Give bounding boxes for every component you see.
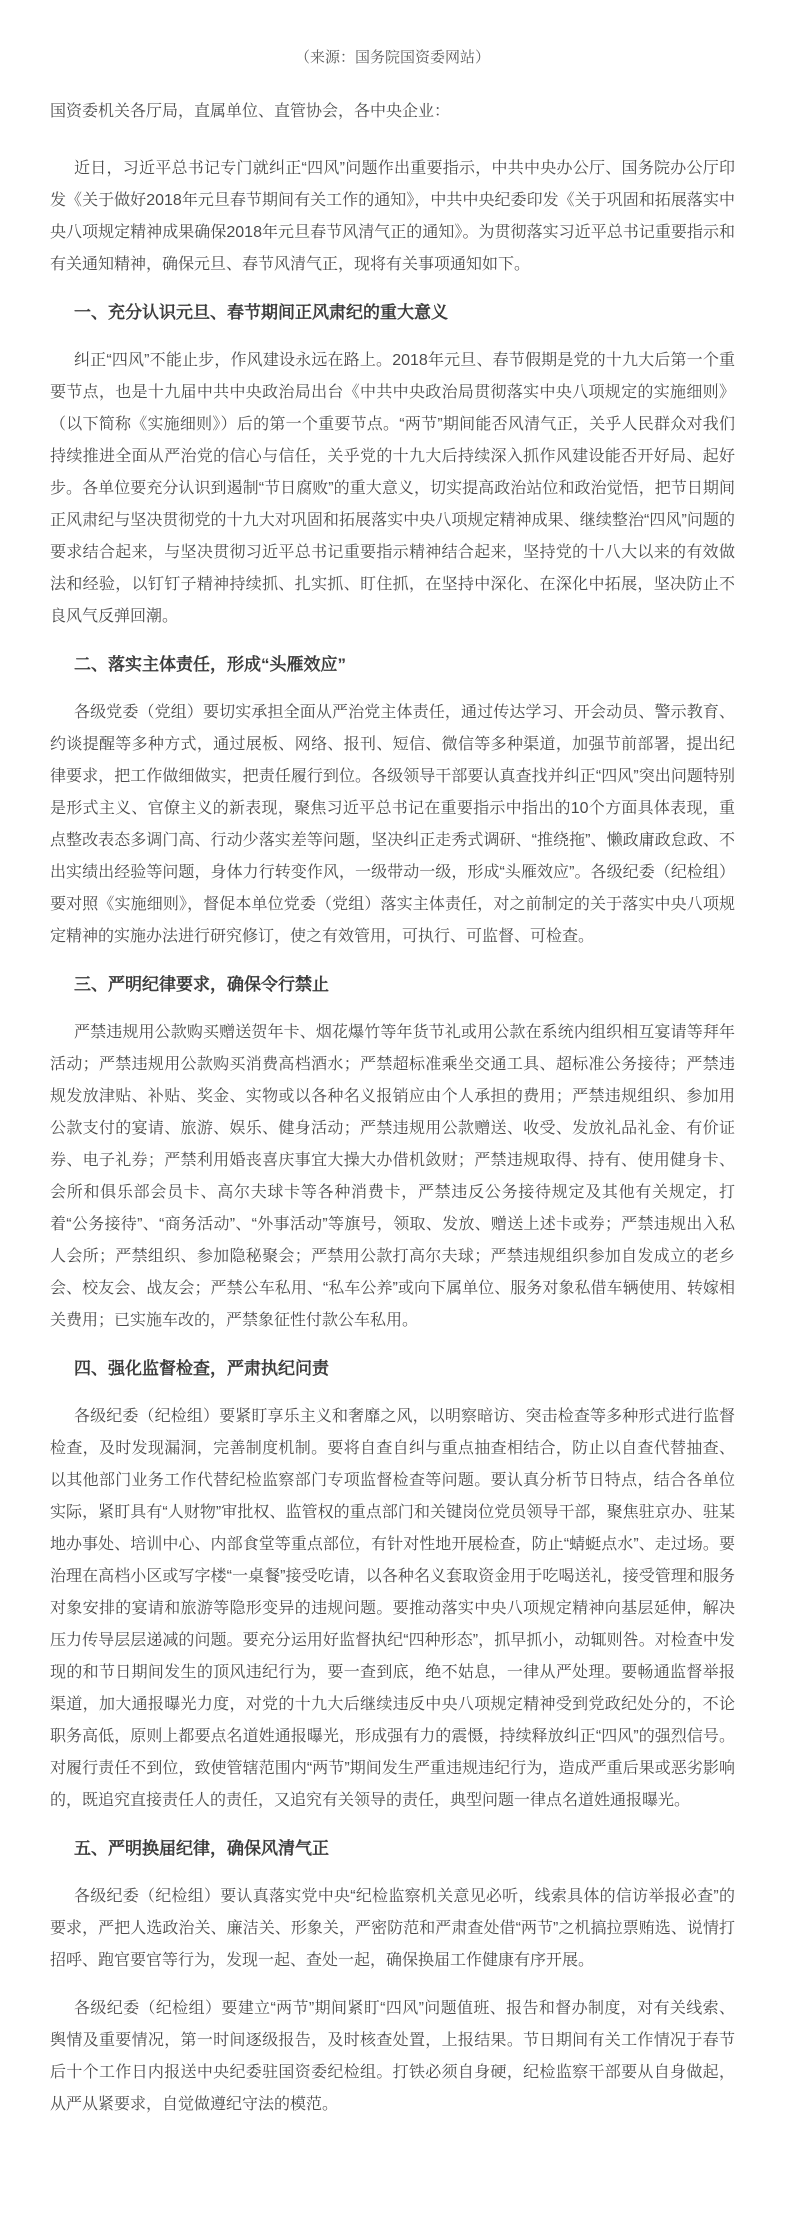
section-5-paragraph-1: 各级纪委（纪检组）要认真落实党中央“纪检监察机关意见必听，线索具体的信访举报必查”的要求，严把人选政治关、廉洁关、形象关，严密防范和严肃查处借“两节”之机搞拉票贿选、说情打招呼、跑官要官等行为，发现一起、查处一起，确保换届工作健康有序开展。	[50, 1888, 735, 1969]
section-heading-1: 一、充分认识元旦、春节期间正风肃纪的重大意义	[74, 303, 448, 322]
section-5-paragraph-2: 各级纪委（纪检组）要建立“两节”期间紧盯“四风”问题值班、报告和督办制度，对有关线索、舆情及重要情况，第一时间逐级报告，及时核查处置，上报结果。节日期间有关工作情况于春节后十个工作日内报送中央纪委驻国资委纪检组。打铁必须自身硬，纪检监察干部要从自身做起，从严从紧要求，自觉做遵纪守法的模范。	[50, 2000, 735, 2113]
salutation: 国资委机关各厅局，直属单位、直管协会，各中央企业：	[50, 103, 451, 120]
section-heading-2: 二、落实主体责任，形成“头雁效应”	[74, 655, 346, 674]
section-4-paragraph: 各级纪委（纪检组）要紧盯享乐主义和奢靡之风，以明察暗访、突击检查等多种形式进行监督检查，及时发现漏洞，完善制度机制。要将自查自纠与重点抽查相结合，防止以自查代替抽查、以其他部门业务工作代替纪检监察部门专项监督检查等问题。要认真分析节日特点，结合各单位实际，紧盯具有“人财物”审批权、监管权的重点部门和关键岗位党员领导干部，聚焦驻京办、驻某地办事处、培训中心、内部食堂等重点部位，有针对性地开展检查，防止“蜻蜓点水”、走过场。要治理在高档小区或写字楼“一桌餐”接受吃请，以各种名义套取资金用于吃喝送礼，接受管理和服务对象安排的宴请和旅游等隐形变异的违规问题。要推动落实中央八项规定精神向基层延伸，解决压力传导层层递减的问题。要充分运用好监督执纪“四种形态”，抓早抓小，动辄则咎。对检查中发现的和节日期间发生的顶风违纪行为，要一查到底，绝不姑息，一律从严处理。要畅通监督举报渠道，加大通报曝光力度，对党的十九大后继续违反中央八项规定精神受到党政纪处分的，不论职务高低，原则上都要点名道姓通报曝光，形成强有力的震慑，持续释放纠正“四风”的强烈信号。对履行责任不到位，致使管辖范围内“两节”期间发生严重违规违纪行为，造成严重后果或恶劣影响的，既追究直接责任人的责任，又追究有关领导的责任，典型问题一律点名道姓通报曝光。	[50, 1408, 735, 1809]
intro-paragraph: 近日，习近平总书记专门就纠正“四风”问题作出重要指示，中共中央办公厅、国务院办公厅印发《关于做好2018年元旦春节期间有关工作的通知》，中共中央纪委印发《关于巩固和拓展落实中央八项规定精神成果确保2018年元旦春节风清气正的通知》。为贯彻落实习近平总书记重要指示和有关通知精神，确保元旦、春节风清气正，现将有关事项通知如下。	[50, 160, 735, 273]
section-heading-3: 三、严明纪律要求，确保令行禁止	[74, 975, 329, 994]
section-heading-4: 四、强化监督检查，严肃执纪问责	[74, 1359, 329, 1378]
section-3-paragraph: 严禁违规用公款购买赠送贺年卡、烟花爆竹等年货节礼或用公款在系统内组织相互宴请等拜年活动；严禁违规用公款购买消费高档酒水；严禁超标准乘坐交通工具、超标准公务接待；严禁违规发放津贴、补贴、奖金、实物或以各种名义报销应由个人承担的费用；严禁违规组织、参加用公款支付的宴请、旅游、娱乐、健身活动；严禁违规用公款赠送、收受、发放礼品礼金、有价证券、电子礼券；严禁利用婚丧喜庆事宜大操大办借机敛财；严禁违规取得、持有、使用健身卡、会所和俱乐部会员卡、高尔夫球卡等各种消费卡，严禁违反公务接待规定及其他有关规定，打着“公务接待”、“商务活动”、“外事活动”等旗号，领取、发放、赠送上述卡或券；严禁违规出入私人会所；严禁组织、参加隐秘聚会；严禁用公款打高尔夫球；严禁违规组织参加自发成立的老乡会、校友会、战友会；严禁公车私用、“私车公养”或向下属单位、服务对象私借车辆使用、转嫁相关费用；已实施车改的，严禁象征性付款公车私用。	[50, 1024, 735, 1329]
section-1-paragraph: 纠正“四风”不能止步，作风建设永远在路上。2018年元旦、春节假期是党的十九大后第一个重要节点，也是十九届中共中央政治局出台《中共中央政治局贯彻落实中央八项规定的实施细则》（以下简称《实施细则》）后的第一个重要节点。“两节”期间能否风清气正，关乎人民群众对我们持续推进全面从严治党的信心与信任，关乎党的十九大后持续深入抓作风建设能否开好局、起好步。各单位要充分认识到遏制“节日腐败”的重大意义，切实提高政治站位和政治觉悟，把节日期间正风肃纪与坚决贯彻党的十九大对巩固和拓展落实中央八项规定精神成果、继续整治“四风”问题的要求结合起来，与坚决贯彻习近平总书记重要指示精神结合起来，坚持党的十八大以来的有效做法和经验，以钉钉子精神持续抓、扎实抓、盯住抓，在坚持中深化、在深化中拓展，坚决防止不良风气反弹回潮。	[50, 352, 735, 625]
section-heading-5: 五、严明换届纪律，确保风清气正	[74, 1839, 329, 1858]
source-attribution: （来源：国务院国资委网站）	[294, 49, 490, 66]
section-2-paragraph: 各级党委（党组）要切实承担全面从严治党主体责任，通过传达学习、开会动员、警示教育、约谈提醒等多种方式，通过展板、网络、报刊、短信、微信等多种渠道，加强节前部署，提出纪律要求，把工作做细做实，把责任履行到位。各级领导干部要认真查找并纠正“四风”突出问题特别是形式主义、官僚主义的新表现，聚焦习近平总书记在重要指示中指出的10个方面具体表现，重点整改表态多调门高、行动少落实差等问题，坚决纠正走秀式调研、“推绕拖”、懒政庸政怠政、不出实绩出经验等问题，身体力行转变作风，一级带动一级，形成“头雁效应”。各级纪委（纪检组）要对照《实施细则》，督促本单位党委（党组）落实主体责任，对之前制定的关于落实中央八项规定精神的实施办法进行研究修订，使之有效管用，可执行、可监督、可检查。	[50, 704, 735, 945]
